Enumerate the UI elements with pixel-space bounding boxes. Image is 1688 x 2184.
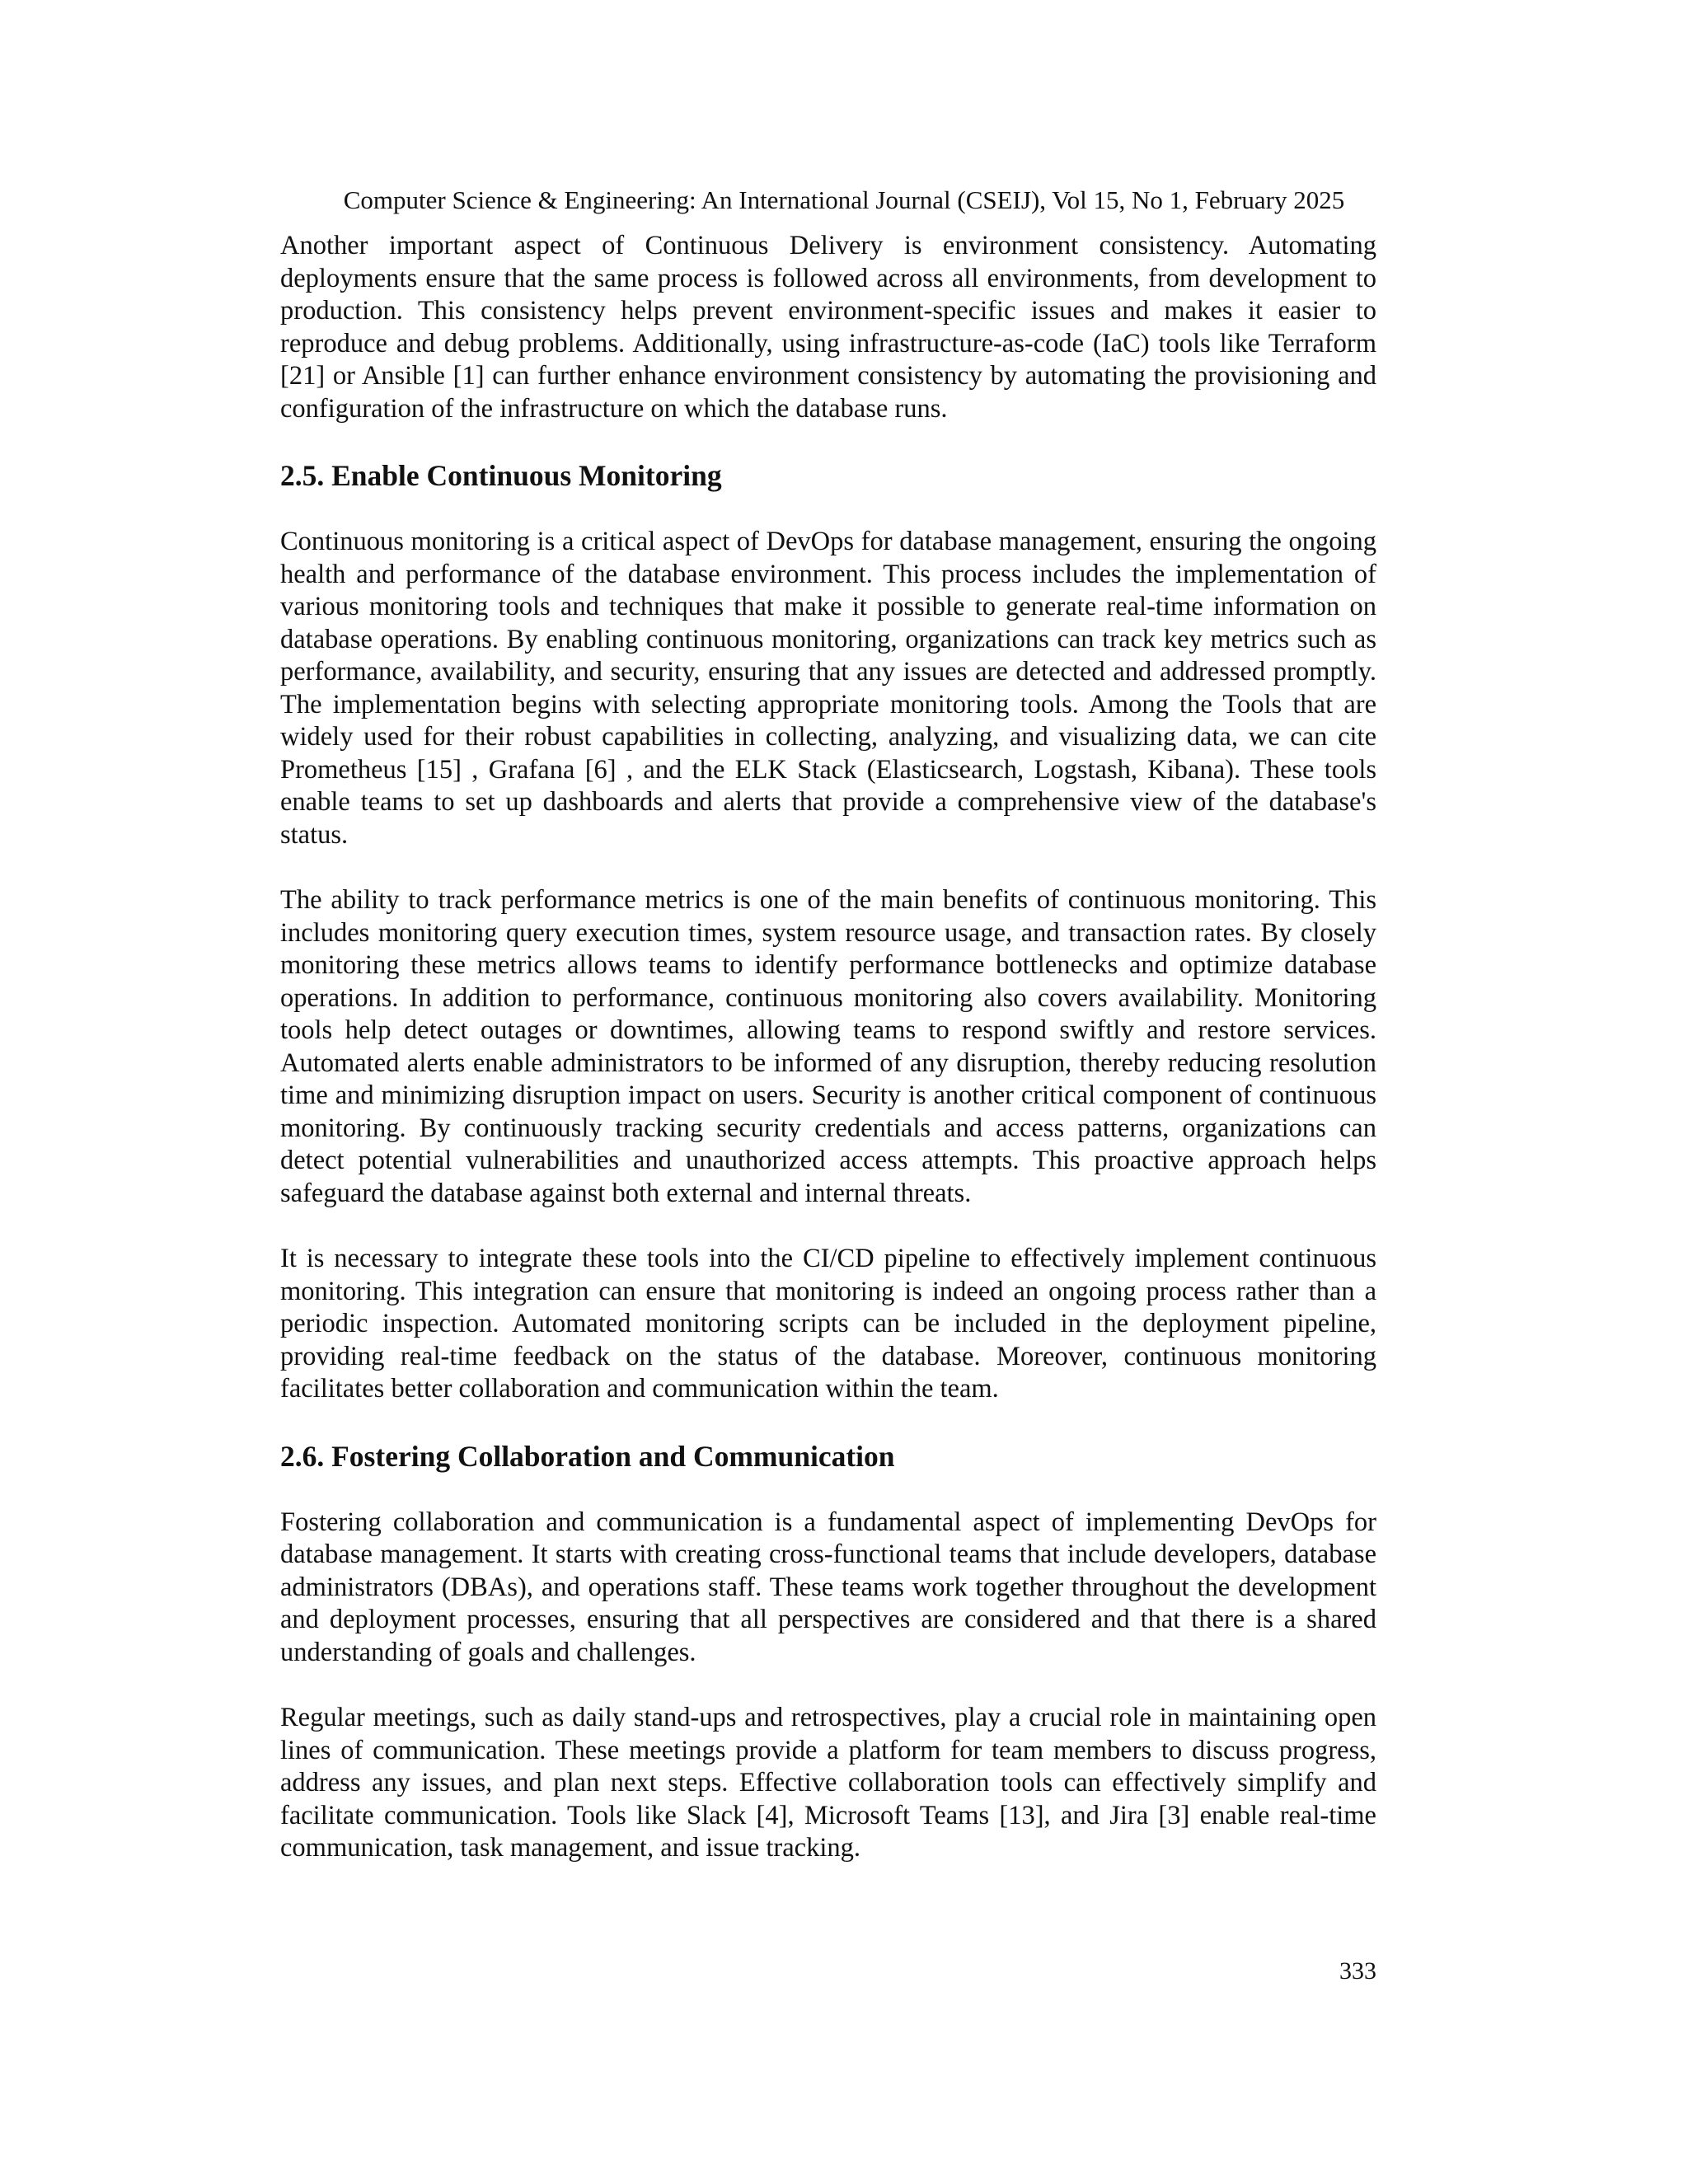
paragraph-monitoring-1: Continuous monitoring is a critical aspect of DevOps for database management, ensuring the ongoing health and performance of the database environment. This process includes the implementation of various monitoring tools and techniques that make it possible to generate real-time information on database operations. By enabling continuous monitoring, organizations can track key metrics such as performance, availability, and security, ensuring that any issues are detected and addressed promptly. The implementation begins with selecting appropriate monitoring tools. Among the Tools that are widely used for their robust capabilities in collecting, analyzing, and visualizing data, we can cite Prometheus [15] , Grafana [6] , and the ELK Stack (Elasticsearch, Logstash, Kibana). These tools enable teams to set up dashboards and alerts that provide a comprehensive view of the database's status. — [280, 527, 1376, 850]
running-header: Computer Science & Engineering: An International Journal (CSEIJ), Vol 15, No 1, February 2025 — [343, 185, 1345, 214]
section-heading-2-6: 2.6. Fostering Collaboration and Communication — [280, 1439, 895, 1473]
paragraph-collaboration-2: Regular meetings, such as daily stand-ups and retrospectives, play a crucial role in maintaining open lines of communication. These meetings provide a platform for team members to discuss progress, address any issues, and plan next steps. Effective collaboration tools can effectively simplify and facilitate communication. Tools like Slack [4], Microsoft Teams [13], and Jira [3] enable real-time communication, task management, and issue tracking. — [280, 1703, 1376, 1863]
page-body — [280, 230, 1376, 1865]
section-collaboration — [280, 1439, 1376, 1865]
section-continuous-monitoring — [280, 458, 1376, 1406]
page-number: 333 — [1339, 1957, 1376, 1985]
section-heading-2-5: 2.5. Enable Continuous Monitoring — [280, 459, 722, 492]
paragraph-collaboration-1: Fostering collaboration and communication is a fundamental aspect of implementing DevOps for database management. It starts with creating cross-functional teams that include developers, database administrators (DBAs), and operations staff. These teams work together throughout the development and deployment processes, ensuring that all perspectives are considered and that there is a shared understanding of goals and challenges. — [280, 1507, 1376, 1667]
paragraph-monitoring-2: The ability to track performance metrics is one of the main benefits of continuous monitoring. This includes monitoring query execution times, system resource usage, and transaction rates. By closely monitoring these metrics allows teams to identify performance bottlenecks and optimize database operations. In addition to performance, continuous monitoring also covers availability. Monitoring tools help detect outages or downtimes, allowing teams to respond swiftly and restore services. Automated alerts enable administrators to be informed of any disruption, thereby reducing resolution time and minimizing disruption impact on users. Security is another critical component of continuous monitoring. By continuously tracking security credentials and access patterns, organizations can detect potential vulnerabilities and unauthorized access attempts. This proactive approach helps safeguard the database against both external and internal threats. — [280, 885, 1376, 1208]
paragraph-monitoring-3: It is necessary to integrate these tools into the CI/CD pipeline to effectively implement continuous monitoring. This integration can ensure that monitoring is indeed an ongoing process rather than a periodic inspection. Automated monitoring scripts can be included in the deployment pipeline, providing real-time feedback on the status of the database. Moreover, continuous monitoring facilitates better collaboration and communication within the team. — [280, 1244, 1376, 1404]
intro-paragraph: Another important aspect of Continuous Delivery is environment consistency. Automating deployments ensure that the same process is followed across all environments, from development to production. This consistency helps prevent environment-specific issues and makes it easier to reproduce and debug problems. Additionally, using infrastructure-as-code (IaC) tools like Terraform [21] or Ansible [1] can further enhance environment consistency by automating the provisioning and configuration of the infrastructure on which the database runs. — [280, 231, 1376, 424]
